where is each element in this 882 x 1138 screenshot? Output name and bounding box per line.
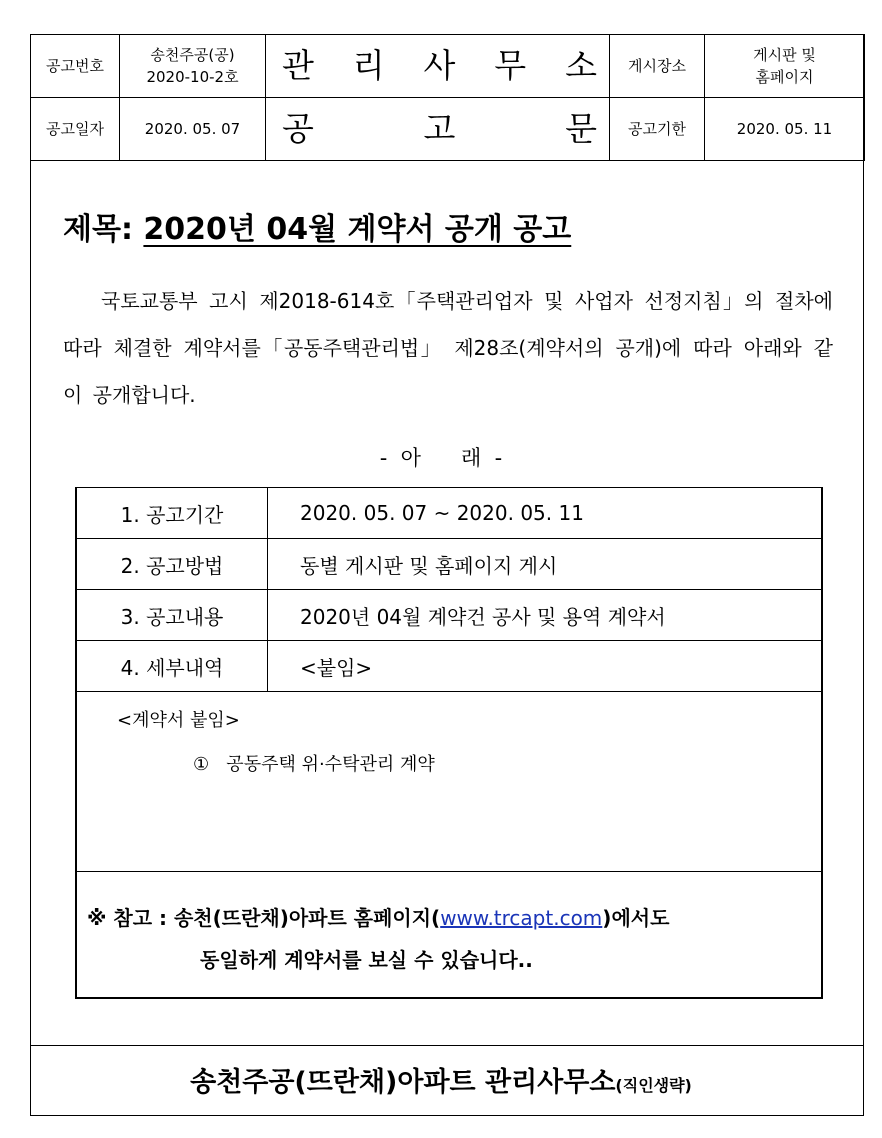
office-title-char: 리 <box>352 46 385 86</box>
table-row <box>76 488 822 539</box>
note-suffix: )에서도 <box>602 906 670 930</box>
doc-title-char: 공 <box>282 109 314 149</box>
post-place-label: 게시장소 <box>610 35 705 98</box>
item-label: 4. 세부내역 <box>76 641 268 692</box>
office-title-char: 사 <box>423 46 456 86</box>
ahrae-heading: - 아 래 - <box>379 446 503 470</box>
item-value: 2020. 05. 07 ~ 2020. 05. 11 <box>268 488 823 539</box>
attachment-item: ① 공동주택 위·수탁관리 계약 <box>193 754 435 775</box>
footer-issuer <box>0 1060 882 1099</box>
title-text: 2020년 04월 계약서 공개 공고 <box>143 212 572 247</box>
office-title <box>266 35 610 98</box>
doc-title-char: 문 <box>565 109 597 149</box>
notice-title <box>63 204 571 248</box>
title-prefix: 제목: <box>63 212 144 247</box>
note-line2: 동일하게 계약서를 보실 수 있습니다.. <box>200 948 533 972</box>
notice-no-line2: 2020-10-2호 <box>146 68 239 86</box>
header-table <box>30 34 865 161</box>
footer-divider <box>30 1045 864 1046</box>
item-value: 2020년 04월 계약건 공사 및 용역 계약서 <box>268 590 823 641</box>
doc-title <box>266 98 610 161</box>
office-title-char: 무 <box>494 46 527 86</box>
doc-title-char: 고 <box>423 109 456 149</box>
post-place-line2: 홈페이지 <box>755 68 814 86</box>
deadline-label: 공고기한 <box>610 98 705 161</box>
item-value: <붙임> <box>268 641 823 692</box>
table-row <box>76 539 822 590</box>
note-prefix: ※ 참고 : 송천(뜨란채)아파트 홈페이지( <box>87 906 441 930</box>
notice-date-label: 공고일자 <box>31 98 120 161</box>
post-place-value <box>705 35 865 98</box>
notice-no-line1: 송천주공(공) <box>150 45 235 64</box>
attachment-heading: <계약서 붙임> <box>117 710 240 731</box>
item-label: 2. 공고방법 <box>76 539 268 590</box>
item-value: 동별 게시판 및 홈페이지 게시 <box>268 539 823 590</box>
office-title-char: 소 <box>565 46 597 86</box>
notice-date-value: 2020. 05. 07 <box>120 98 266 161</box>
item-label: 1. 공고기간 <box>76 488 268 539</box>
footer-seal-note: (직인생략) <box>615 1076 692 1095</box>
table-row <box>76 590 822 641</box>
post-place-line1: 게시판 및 <box>753 45 816 64</box>
reference-note <box>75 871 823 999</box>
deadline-value: 2020. 05. 11 <box>705 98 865 161</box>
notice-no-label: 공고번호 <box>31 35 120 98</box>
note-line1 <box>87 902 669 931</box>
item-label: 3. 공고내용 <box>76 590 268 641</box>
attachment-section <box>75 688 823 871</box>
notice-no-value <box>120 35 266 98</box>
homepage-link[interactable]: www.trcapt.com <box>440 906 603 930</box>
body-paragraph: 국토교통부 고시 제2018-614호「주택관리업자 및 사업자 선정지침」의 절차에 따라 체결한 계약서를「공동주택관리법」 제28조(계약서의 공개)에 따라 아래와 같이 공개합니다. <box>63 289 833 407</box>
details-table <box>75 487 823 692</box>
footer-office-name: 송천주공(뜨란채)아파트 관리사무소 <box>190 1067 616 1098</box>
office-title-char: 관 <box>282 46 314 86</box>
table-row <box>76 641 822 692</box>
